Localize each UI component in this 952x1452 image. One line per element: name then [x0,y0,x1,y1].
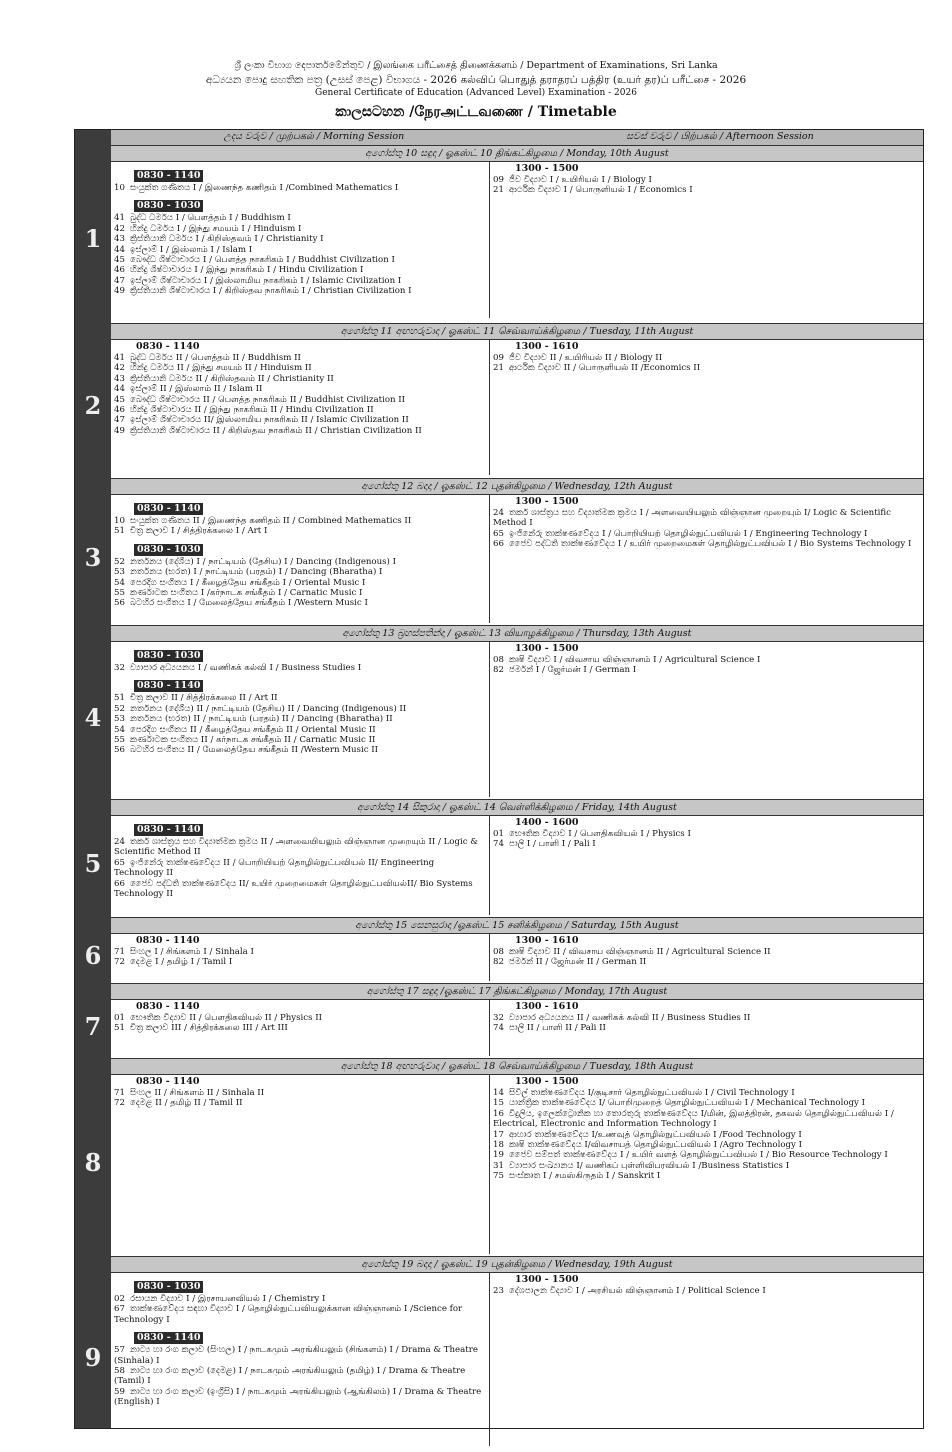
subject-code: 82 [493,957,504,968]
subject-entry [114,1023,486,1033]
time-slot: 1300 - 1500 [515,1076,579,1087]
subject-name: කර්ණාටක සංගීතය I /கர்நாடக சங்கீதம் I / Carnatic Music I [130,588,363,599]
subject-name: ඉස්ලාම් ශිෂ්ටාචාරය I / இஸ்லாமிய நாகரிகம் I / Islamic Civilization I [130,275,402,286]
day-number: 7 [84,1011,102,1041]
subject-code: 43 [114,373,125,384]
subject-entry [114,725,486,735]
subject-code: 10 [114,516,125,526]
subject-code: 65 [493,528,504,539]
time-slot: 0830 - 1140 [136,1076,200,1087]
afternoon-session-cell [490,339,923,475]
department-line: ශ්‍රී ලංකා විභාග දෙපාර්තමේන්තුව / இலங்கை பரீட்சைத் திணைக்களம் / Department of Examinations, Sri Lanka [234,60,718,71]
subject-entry [493,665,920,675]
subject-name: සිංහල I / சிங்களம் I / Sinhala I [130,947,254,957]
subject-entry [114,353,486,363]
subject-code: 24 [493,508,504,518]
subject-entry [493,1109,920,1130]
subject-code: 74 [493,839,504,850]
time-slot: 1300 - 1610 [515,341,579,352]
subject-code: 72 [114,957,125,968]
subject-name: ක්‍රිස්තියානි ධර්මය II / கிறிஸ்தவம் II / Christianity II [130,373,334,384]
subject-name: නාට්‍ය හා රංග කලාව (සිංහල) I / நாடகமும் அரங்கியலும் (சிங்களம்) I / Drama & Theatre (Sinhala) I [114,1345,478,1366]
subject-name: ජීව විද්‍යාව I / உயிரியல் I / Biology I [509,175,652,185]
subject-name: ඉංජිනේරු තාක්ෂණවේදය II / பொறியியற் தொழில்நுட்பவியல் II/ Engineering Technology II [114,857,435,879]
time-slot-badge: 0830 - 1140 [134,824,203,836]
morning-session-cell [111,1074,490,1254]
subject-code: 74 [493,1023,504,1034]
exam-title-line: අධ්‍යයන පොදු සහතික පත්‍ර (උසස් පෙළ) විභාගය - 2026 கல்விப் பொதுத் தராதரப் பத்திர (உயர் தர)ப் பரீட்சை - 2026 [205,74,747,86]
subject-name: රසායන විද්‍යාව I / இரசாயனவியல் I / Chemistry I [130,1294,326,1304]
subject-entry [114,693,486,703]
subject-entry [114,704,486,714]
subject-code: 43 [114,234,125,245]
subject-code: 53 [114,714,125,725]
day-header: අගෝස්තු 10 සඳුදා / ஓகஸ்ட் 10 திங்கட்கிழமை / Monday, 10th August [111,145,923,162]
subject-name: සිංහල II / சிங்களம் II / Sinhala II [130,1088,265,1098]
subject-name: කර්ණාටක සංගීතය II / கர்நாடக சங்கீதம் II / Carnatic Music II [130,735,376,746]
subject-code: 08 [493,947,504,957]
subject-entry [114,567,486,577]
day-header: අගෝස්තු 13 බ්‍රහස්පතින්දා / ஓகஸ்ட் 13 வியாழக்கிழமை / Thursday, 13th August [111,625,923,642]
subject-name: ඉස්ලාම් ශිෂ්ටාචාරය II/ இஸ்லாமிய நாகரிகம் II / Islamic Civilization II [130,415,409,426]
subject-name: නාට්‍ය හා රංග කලාව (ඉංග්‍රීසි) I / நாடகமும் அரங்கியலும் (ஆங்கிலம்) I / Drama & Theatre (English) I [114,1386,482,1408]
subject-name: සංයුක්ත ගණිතය II / இணைந்த கணிதம் II / Combined Mathematics II [130,516,412,526]
subject-name: නාට්‍ය හා රංග කලාව (දෙමළ) I / நாடகமும் அரங்கியலும் (தமிழ்) I / Drama & Theatre (Tamil) I [114,1366,466,1387]
session-header-row [111,130,923,146]
afternoon-session-cell [490,1074,923,1254]
subject-entry [114,395,486,405]
subject-code: 14 [493,1088,504,1098]
subject-entry [114,363,486,373]
subject-entry [493,1130,920,1140]
day-number: 8 [84,1148,102,1177]
subject-entry [493,1286,920,1296]
subject-entry [114,183,486,193]
day-header: අගෝස්තු 17 සඳුදා /ஓகஸ்ட் 17 திங்கட்கிழமை / Monday, 17th August [111,983,923,1000]
subject-entry [114,1098,486,1108]
subject-entry [114,588,486,598]
subject-name: බෞද්ධ ශිෂ්ටාචාරය II / பௌத்த நாகரிகம் II / Buddhist Civilization II [130,394,406,405]
morning-session-cell [111,999,490,1056]
subject-code: 47 [114,275,125,286]
subject-code: 01 [114,1013,125,1023]
subject-name: ඉස්ලාම් I / இஸ்லாம் I / Islam I [130,244,253,255]
subject-code: 09 [493,353,504,363]
subject-name: ජීව විද්‍යාව II / உயிரியல் II / Biology II [509,353,663,363]
subject-entry [114,858,486,879]
subject-entry [114,1013,486,1023]
subject-name: සංස්කෘත I / சமஸ்கிருதம் I / Sanskrit I [509,1171,661,1182]
morning-session-cell [111,494,490,623]
subject-entry [114,1304,486,1325]
time-slot-badge: 0830 - 1140 [134,1332,203,1344]
subject-name: භෞතික විද්‍යාව II / பௌதிகவியல் II / Physics II [130,1013,323,1023]
subject-name: පාලි II / பாளி II / Pali II [509,1023,606,1034]
subject-name: ආර්ථික විද්‍යාව I / பொருளியல் I / Economics I [509,185,693,196]
subject-name: සංයුක්ත ගණිතය I / இணைந்த கணிதம் I /Combined Mathematics I [130,183,399,193]
subject-name: බටහිර සංගීතය II / மேலைத்தேய சங்கீதம் II /Western Music II [130,745,379,756]
subject-code: 66 [493,539,504,550]
subject-code: 51 [114,1023,125,1034]
subject-code: 42 [114,363,125,374]
subject-code: 52 [114,703,125,714]
afternoon-session-cell [490,641,923,797]
subject-code: 01 [493,829,504,839]
subject-code: 49 [114,425,125,436]
time-slot: 1300 - 1500 [515,643,579,654]
day-number: 1 [84,223,102,253]
day-number: 6 [84,941,102,970]
morning-session-cell [111,815,490,915]
subject-name: තාක්ෂණවේදය සඳහා විද්‍යාව I / தொழில்நுட்பவியலுக்கான விஞ்ஞானம் I /Science for Technology I [114,1304,463,1325]
subject-entry [114,837,486,858]
day-number: 3 [84,542,102,572]
subject-code: 09 [493,175,504,185]
subject-entry [114,213,486,223]
time-slot-badge: 0830 - 1030 [134,200,203,212]
subject-code: 10 [114,183,125,193]
afternoon-session-cell [490,494,923,623]
subject-entry [114,405,486,415]
subject-name: ව්‍යාපාර සංඛ්‍යානය I/ வணிகப் புள்ளிவிபரவியல் I /Business Statistics I [509,1160,790,1171]
subject-code: 15 [493,1098,504,1109]
subject-code: 51 [114,693,125,704]
subject-code: 58 [114,1366,125,1377]
subject-name: ජර්මන් II / ஜேர்மன் II / German II [509,957,647,968]
subject-name: ජෛව සම්පත් තාක්ෂණවේදය I / உயிர் வளத் தொழில்நுட்பவியல் I / Bio Resource Technology I [509,1150,888,1161]
time-slot: 1400 - 1600 [515,817,579,828]
subject-code: 32 [114,663,125,673]
subject-code: 17 [493,1129,504,1140]
subject-code: 23 [493,1286,504,1296]
subject-code: 08 [493,655,504,665]
subject-entry [493,529,920,539]
timetable [74,129,924,1429]
subject-entry [493,829,920,839]
subject-code: 49 [114,286,125,297]
subject-entry [114,1294,486,1304]
time-slot: 0830 - 1140 [136,341,200,352]
subject-code: 66 [114,878,125,889]
subject-entry [493,175,920,185]
subject-entry [114,415,486,425]
subject-entry [114,516,486,526]
afternoon-session-header: සවස් වරුව / பிற்பகல் / Afternoon Session [626,131,814,142]
subject-entry [493,1023,920,1033]
subject-entry [114,265,486,275]
subject-entry [493,353,920,363]
morning-session-header: උදය වරුව / முற்பகல் / Morning Session [223,131,405,142]
subject-code: 32 [493,1013,504,1023]
time-slot-badge: 0830 - 1140 [134,170,203,182]
subject-code: 59 [114,1386,125,1397]
subject-name: ක්‍රිස්තියානි ශිෂ්ටාචාරය II / கிறிஸ்தவ நாகரிகம் II / Christian Civilization II [130,425,422,436]
subject-entry [114,384,486,394]
subject-code: 55 [114,588,125,599]
day-number: 9 [84,1343,102,1372]
subject-entry [114,245,486,255]
subject-name: ජෛව පද්ධති තාක්ෂණවේදය II/ உயிர் முறைமைகள் தொழில்நுட்பவியல்II/ Bio Systems Technology II [114,878,473,900]
subject-entry [114,374,486,384]
subject-code: 19 [493,1150,504,1161]
subject-name: නර්තනය (දේශීය) I / நாட்டியம் (தேசிய) I / Dancing (Indigenous) I [130,556,397,567]
subject-entry [114,598,486,608]
subject-name: විදුලිය, ඉලෙක්ට්‍රොනික හා තොරතුරු තාක්ෂණවේදය I/மின், இலத்திரன், தகவல் தொழில்நுட்பவியல் I / Electrical, Electronic and Information Technology I [493,1108,894,1130]
subject-entry [114,957,486,967]
day-header: අගෝස්තු 19 බදාදා / ஓகஸ்ட் 19 புதன்கிழமை / Wednesday, 19th August [111,1256,923,1273]
subject-code: 16 [493,1108,504,1119]
exam-title-english: General Certificate of Education (Advanced Level) Examination - 2026 [315,88,637,98]
subject-code: 31 [493,1160,504,1171]
subject-entry [114,1366,486,1387]
time-slot-badge: 0830 - 1030 [134,1281,203,1293]
subject-code: 18 [493,1140,504,1151]
time-slot-badge: 0830 - 1030 [134,544,203,556]
subject-entry [114,714,486,724]
subject-name: සිවිල් තාක්ෂණවේදය I/குடிசார் தொழில்நுட்பவியல் I / Civil Technology I [509,1088,795,1098]
subject-code: 71 [114,947,125,957]
morning-session-cell [111,339,490,475]
subject-name: හින්දු ධර්මය II / இந்து சமயம் II / Hinduism II [130,363,312,374]
subject-entry [114,224,486,234]
subject-code: 45 [114,255,125,266]
subject-entry [114,745,486,755]
subject-entry [493,1161,920,1171]
subject-entry [493,1013,920,1023]
day-header: අගෝස්තු 12 බදාදා / ஓகஸ்ட் 12 புதன்கிழமை / Wednesday, 12th August [111,478,923,495]
subject-name: ඉස්ලාම් II / இஸ்லாம் II / Islam II [130,384,263,395]
subject-code: 71 [114,1088,125,1098]
day-header: අගෝස්තු 15 සෙනසුරාදා /ஓகஸ்ட் 15 சனிக்கிழமை / Saturday, 15th August [111,917,923,934]
subject-entry [114,1387,486,1408]
subject-code: 55 [114,735,125,746]
subject-name: පාලි I / பாளி I / Pali I [509,839,596,850]
subject-code: 44 [114,244,125,255]
subject-name: ව්‍යාපාර අධ්‍යයනය II / வணிகக் கல்வி II / Business Studies II [509,1013,751,1023]
subject-entry [493,1140,920,1150]
time-slot: 1300 - 1610 [515,935,579,946]
subject-code: 52 [114,556,125,567]
subject-code: 67 [114,1304,125,1315]
time-slot: 1300 - 1500 [515,163,579,174]
time-slot-badge: 0830 - 1140 [134,503,203,515]
subject-code: 24 [114,837,125,847]
day-header: අගෝස්තු 14 සිකුරාදා / ஓகஸ்ட் 14 வெள்ளிக்கிழமை / Friday, 14th August [111,799,923,816]
subject-code: 47 [114,415,125,426]
subject-name: බෞද්ධ ශිෂ්ටාචාරය I / பௌத்த நாகரிகம் I / Buddhist Civilization I [130,255,395,266]
time-slot: 1300 - 1610 [515,1001,579,1012]
subject-name: ක්‍රිස්තියානි ධර්මය I / கிறிஸ்தவம் I / Christianity I [130,234,324,245]
subject-code: 56 [114,598,125,609]
time-slot: 0830 - 1140 [136,1001,200,1012]
subject-entry [493,363,920,373]
subject-name: දෙමළ I / தமிழ் I / Tamil I [130,957,233,968]
subject-name: යාන්ත්‍රික තාක්ෂණවේදය I/ பொறிமுறைத் தொழில்நுட்பவியல் I / Mechanical Technology I [509,1098,865,1109]
subject-code: 75 [493,1171,504,1182]
subject-name: බුද්ධ ධර්මය II / பௌத்தம் II / Buddhism II [130,353,301,363]
day-header: අගෝස්තු 11 අඟහරුවාදා / ஓகஸ்ட் 11 செவ்வாய்க்கிழமை / Tuesday, 11th August [111,323,923,340]
subject-entry [114,255,486,265]
subject-entry [493,539,920,549]
subject-entry [114,234,486,244]
subject-entry [114,1088,486,1098]
afternoon-session-cell [490,815,923,915]
subject-entry [493,185,920,195]
subject-code: 46 [114,405,125,416]
day-number: 4 [84,703,102,732]
subject-name: චිත්‍ර කලාව III / சித்திரக்கலை III / Art III [130,1023,288,1034]
subject-code: 21 [493,363,504,374]
subject-entry [493,839,920,849]
subject-code: 02 [114,1294,125,1304]
subject-name: ආහාර තාක්ෂණවේදය I/உணவுத் தொழில்நுட்பவியல் I /Food Technology I [509,1129,802,1140]
time-slot-badge: 0830 - 1030 [134,650,203,662]
subject-name: ව්‍යාපාර අධ්‍යයනය I / வணிகக் கல்வி I / Business Studies I [130,663,362,673]
subject-name: චිත්‍ර කලාව II / சித்திரக்கலை II / Art II [130,693,278,704]
subject-name: කෘෂි විද්‍යාව I / விவசாய விஞ்ஞானம் I / Agricultural Science I [509,655,761,665]
subject-entry [114,578,486,588]
subject-code: 54 [114,724,125,735]
subject-entry [493,1088,920,1098]
subject-name: පෙරදිග සංගීතය II / கீழைத்தேய சங்கீதம் II / Oriental Music II [130,724,376,735]
subject-entry [493,957,920,967]
subject-name: හින්දු ශිෂ්ටාචාරය II / இந்து நாகரிகம் II / Hindu Civilization II [130,405,374,416]
subject-code: 46 [114,265,125,276]
subject-name: භෞතික විද්‍යාව I / பௌதிகவியல் I / Physics I [509,829,691,839]
subject-entry [114,947,486,957]
day-header: අගෝස්තු 18 අඟහරුවාදා / ஓகஸ்ட் 18 செவ்வாய்க்கிழமை / Tuesday, 18th August [111,1058,923,1075]
afternoon-session-cell [490,933,923,981]
subject-name: දෙමළ II / தமிழ் II / Tamil II [130,1098,243,1109]
page-title: කාලසටහන /நேரஅட்டவணை / Timetable [335,104,617,120]
time-slot: 0830 - 1140 [136,935,200,946]
morning-session-cell [111,641,490,797]
subject-name: දේශපාලන විද්‍යාව I / அரசியல் விஞ்ஞானம் I / Political Science I [509,1286,766,1296]
subject-entry [114,526,486,536]
subject-entry [114,1345,486,1366]
subject-entry [114,735,486,745]
time-slot-badge: 0830 - 1140 [134,680,203,692]
morning-session-cell [111,933,490,981]
subject-code: 45 [114,394,125,405]
subject-name: ඉංජිනේරු තාක්ෂණවේදය I / பொறியியற் தொழில்நுட்பவியல் I / Engineering Technology I [509,528,868,539]
subject-code: 41 [114,353,125,363]
subject-entry [493,1098,920,1108]
subject-code: 51 [114,526,125,537]
subject-name: තර්ක ශාස්ත්‍රය සහ විද්‍යාත්මක ක්‍රමය II / அளவையியலும் விஞ்ஞான முறையும் II / Logic & Scientific Method II [114,837,478,858]
subject-entry [493,508,920,529]
subject-name: චිත්‍ර කලාව I / சித்திரக்கலை I / Art I [130,526,268,537]
subject-code: 72 [114,1098,125,1109]
subject-entry [493,1150,920,1160]
afternoon-session-cell [490,999,923,1056]
subject-entry [114,663,486,673]
subject-code: 53 [114,567,125,578]
subject-name: කෘෂි විද්‍යාව II / விவசாய விஞ்ஞானம் II / Agricultural Science II [509,947,771,957]
subject-name: ජර්මන් I / ஜேர்மன் I / German I [509,665,637,676]
subject-name: පෙරදිග සංගීතය I / கீழைத்தேய சங்கீதம் I / Oriental Music I [130,577,366,588]
subject-name: ජෛව පද්ධති තාක්ෂණවේදය I / உயிர் முறைமைகள் தொழில்நுட்பவியல் I / Bio Systems Technology I [509,539,912,550]
subject-entry [114,276,486,286]
time-slot: 1300 - 1500 [515,496,579,507]
subject-name: හින්දු ධර්මය I / இந்து சமயம் I / Hinduism I [130,223,302,234]
subject-name: බටහිර සංගීතය I / மேலைத்தேய சங்கீதம் I /Western Music I [130,598,368,609]
day-number: 2 [84,391,102,420]
subject-entry [114,879,486,900]
time-slot: 1300 - 1500 [515,1274,579,1285]
subject-entry [114,286,486,296]
subject-entry [114,557,486,567]
subject-code: 21 [493,185,504,196]
subject-code: 57 [114,1345,125,1356]
subject-code: 82 [493,665,504,676]
afternoon-session-cell [490,161,923,318]
subject-code: 41 [114,213,125,224]
subject-name: නර්තනය (භරත) II / நாட்டியம் (பரதம்) II / Dancing (Bharatha) II [130,714,393,725]
subject-code: 42 [114,223,125,234]
subject-name: කෘෂි තාක්ෂණවේදය I/விவசாயத் தொழில்நுட்பவியல் I /Agro Technology I [509,1140,802,1151]
afternoon-session-cell [490,1272,923,1446]
subject-code: 65 [114,857,125,868]
subject-entry [493,655,920,665]
day-number-column [75,130,111,1428]
subject-entry [114,426,486,436]
subject-code: 54 [114,577,125,588]
subject-name: ක්‍රිස්තියානි ශිෂ්ටාචාරය I / கிறிஸ்தவ நாகரிகம் I / Christian Civilization I [130,286,412,297]
subject-code: 56 [114,745,125,756]
subject-code: 44 [114,384,125,395]
subject-entry [493,947,920,957]
subject-name: නර්තනය (භරත) I / நாட்டியம் (பரதம்) I / Dancing (Bharatha) I [130,567,383,578]
subject-name: බුද්ධ ධර්මය I / பௌத்தம் I / Buddhism I [130,213,291,224]
subject-name: තර්ක ශාස්ත්‍රය සහ විද්‍යාත්මක ක්‍රමය I / அளவையியலும் விஞ்ஞான முறையும் I/ Logic & Scientific Method I [493,508,891,529]
subject-name: නර්තනය (දේශීය) II / நாட்டியம் (தேசிய) II / Dancing (Indigenous) II [130,703,407,714]
morning-session-cell [111,1272,490,1446]
day-number: 5 [84,849,102,878]
morning-session-cell [111,161,490,318]
subject-entry [493,1171,920,1181]
subject-name: ආර්ථික විද්‍යාව II / பொருளியல் II /Economics II [509,363,701,374]
subject-name: හින්දු ශිෂ්ටාචාරය I / இந்து நாகரிகம் I / Hindu Civilization I [130,265,364,276]
